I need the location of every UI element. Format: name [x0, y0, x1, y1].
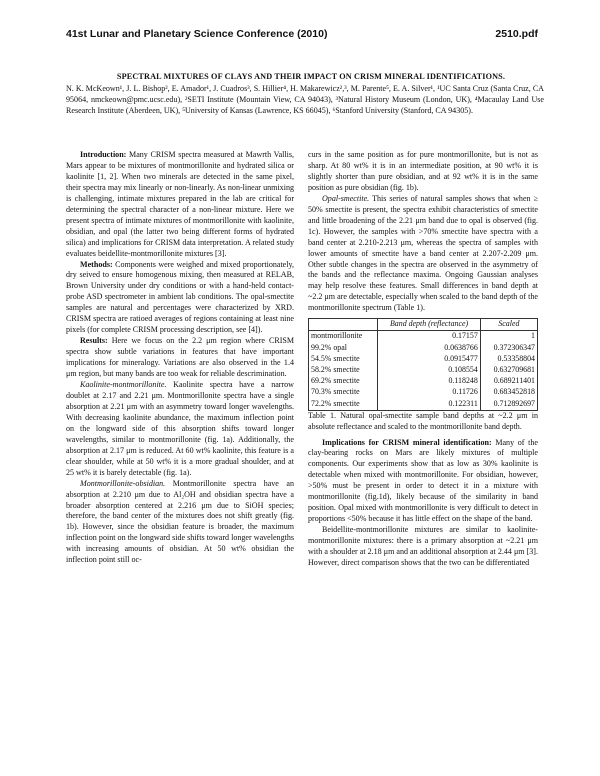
kaolinite-text: Kaolinite spectra have a narrow doublet at 2.17 and 2.21 μm. Montmorillonite spectra have a single absorption at 2.21 μm with an asymmetry toward longer wavelengths. With decreasing kaolinite abundance, the maximum inflection point on the longward side of this absorption shifts toward longer wavelengths, similar to montmorillonite (fig. 1a). Additionally, the absorption at 2.17 μm is reduced. At 60 wt% kaolinite, this feature is a clear shoulder, while at 50 wt% it is a more gradual shoulder, and at 25 wt% it is barely detectable (fig. 1a).	[66, 380, 294, 477]
table-row	[309, 387, 538, 398]
kaolinite-paragraph	[66, 380, 294, 479]
beidellite-paragraph: Beidellite-montmorillonite mixtures are similar to kaolinite-montmorillonite mixtures: there is a primary absorption at ~2.21 μm with a shoulder at 2.18 μm and an additional absorption at 2.44 μm [3]. However, direct comparison shows that the two can be differentiated	[308, 525, 538, 567]
table-caption: Table 1. Natural opal-smectite sample band depths at ~2.2 μm in absolute reflectance and scaled to the montmorillonite band depth.	[308, 410, 538, 431]
table-cell-scaled: 0.53358804	[480, 354, 537, 365]
page-header	[66, 28, 538, 42]
table-row	[309, 331, 538, 343]
table-row	[309, 354, 538, 365]
author-list: N. K. McKeown¹, J. L. Bishop², E. Amador¹, J. Cuadros³, S. Hillier⁴, H. Makarewicz²,³, M. Parente⁵, E. A. Silver¹, ¹UC Santa Cruz (Santa Cruz, CA 95064, nmckeown@pmc.ucsc.edu), ²SETI Institute (Mountain View, CA 94043), ³Natural History Museum (London, UK), ⁴Macaulay Land Use Research Institute (Aberdeen, UK), ⁵University of Kansas (Lawrence, KS 66045), ⁶Stanford University (Stanford, CA 94305).	[66, 84, 544, 115]
paper-title: SPECTRAL MIXTURES OF CLAYS AND THEIR IMPACT ON CRISM MINERAL IDENTIFICATIONS.	[116, 72, 506, 81]
implications-paragraph	[308, 438, 538, 526]
table-row	[309, 376, 538, 387]
table-header-cell: Band depth (reflectance)	[378, 319, 480, 331]
kaolinite-heading: Kaolinite-montmorillonite.	[80, 380, 167, 390]
table-cell-band-depth: 0.0915477	[378, 354, 480, 365]
conference-name: 41st Lunar and Planetary Science Conference (2010)	[66, 28, 328, 40]
opal-text: This series of natural samples shows that when ≥ 50% smectite is present, the spectra exhibit characteristics of smectite and little broadening of the 2.21 μm band due to opal is observed (fig. 1c). However, the samples with >70% smectite have spectra with a band center at 2.210-2.213 μm, whereas the spectra of samples with lower amounts of smectite have a band center at 2.207-2.209 μm. Other subtle changes in the spectra are observed in the asymmetry of the bands and the reflectance maxima. Ongoing Gaussian analyses may help resolve these features. Small differences in band depth at ~2.2 μm are detectable, especially when scaled to the band depth of the montmorillonite spectrum (Table 1).	[308, 193, 538, 313]
table-cell-sample: 54.5% smectite	[309, 354, 378, 365]
table-cell-sample: 69.2% smectite	[309, 376, 378, 387]
intro-paragraph	[66, 150, 294, 260]
table-header-row	[309, 319, 538, 331]
band-depth-table	[308, 318, 538, 410]
table-cell-band-depth: 0.108554	[378, 365, 480, 376]
table-cell-sample: 70.3% smectite	[309, 387, 378, 398]
table-cell-band-depth: 0.118248	[378, 376, 480, 387]
table-cell-sample: 99.2% opal	[309, 342, 378, 353]
table-cell-band-depth: 0.17157	[378, 331, 480, 343]
table-cell-scaled: 0.712892697	[480, 398, 537, 410]
methods-heading: Methods:	[80, 259, 113, 269]
implications-text: Many of the clay-bearing rocks on Mars are likely mixtures of multiple components. Our experiments show that as low as 30% kaolinite is detectable when mixed with montmorillonite. For obsidian, however, >50% must be present in order to detect it in a mixture with montmorillonite (fig.1d), likely because of the similarity in band position. Opal mixed with montmorillonite is very difficult to detect in proportions <50% because it has little effect on the shape of the band.	[308, 437, 538, 524]
table-cell-scaled: 0.689211401	[480, 376, 537, 387]
obsidian-continued: curs in the same position as for pure montmorillonite, but is not as sharp. At 80 wt% it is in an intermediate position, at 90 wt% it is slightly shorter than pure obsidian, and at 92 wt% it is in the same position as pure obsidian (fig. 1b).	[308, 150, 538, 192]
table-header-cell	[309, 319, 378, 331]
table-cell-band-depth: 0.122311	[378, 398, 480, 410]
opal-paragraph	[308, 194, 538, 314]
table-header-cell: Scaled	[480, 319, 537, 331]
opal-heading: Opal-smectite.	[322, 193, 370, 203]
obsidian-paragraph	[66, 479, 294, 567]
table-cell-scaled: 0.683452818	[480, 387, 537, 398]
table-cell-sample: 72.2% smectite	[309, 398, 378, 410]
left-column	[66, 150, 294, 566]
table-row	[309, 398, 538, 410]
table-cell-band-depth: 0.11726	[378, 387, 480, 398]
obsidian-heading: Montmorillonite-obsidian.	[80, 478, 166, 488]
page-id: 2510.pdf	[495, 28, 538, 40]
intro-text: Many CRISM spectra measured at Mawrth Vallis, Mars appear to be mixtures of montmorillonite and hydrated silica or kaolinite [1, 2]. When two minerals are detected in the same pixel, their spectra may mix linearly or non-linearly. As non-linear unmixing is challenging, intimate mixtures prepared in the lab are critical for determining the spectral character of a non-linear mixture. Here we present spectra of intimate mixtures of montmorillonite with kaolinite, obsidian, and opal (the latter two being different forms of hydrated silica) and implications for CRISM data interpretation. A related study evaluates beidellite-montmorillonite mixtures [3].	[66, 150, 294, 258]
table-cell-band-depth: 0.0638766	[378, 342, 480, 353]
results-text: Here we focus on the 2.2 μm region where CRISM spectra show subtle variations in features that have important implications for mineralogy. Variations are also observed in the 1.4 μm region, but many bands are too weak for reliable descrimination.	[66, 336, 294, 379]
table-cell-scaled: 0.632709681	[480, 365, 537, 376]
table-cell-scaled: 1	[480, 331, 537, 343]
methods-text: Components were weighed and mixed proportionately, dry seived to ensure homogenous mixing, then measured at RELAB, Brown University under dry conditions or with a hand-held contact-probe ASD spectrometer in ambient lab conditions. The opal-smectite samples are natural and percentages were characterized by XRD. CRISM spectra are ratioed averages of regions containing at least nine pixels (for complete CRISM processing description, see [4]).	[66, 259, 295, 335]
right-column	[308, 150, 538, 569]
methods-paragraph	[66, 260, 294, 337]
intro-heading: Introduction:	[80, 150, 127, 159]
table-cell-sample: montmorillonite	[309, 331, 378, 343]
results-paragraph	[66, 336, 294, 380]
table-cell-scaled: 0.372306347	[480, 342, 537, 353]
table-cell-sample: 58.2% smectite	[309, 365, 378, 376]
implications-heading: Implications for CRISM mineral identification:	[322, 437, 492, 447]
table-row	[309, 342, 538, 353]
table-row	[309, 365, 538, 376]
obsidian-text: Montmorillonite spectra have an absorption at 2.210 μm due to Al₂OH and obsidian spectra have a broader absorption centered at 2.216 μm due to SiOH species; therefore, the band center of the mixtures does not shift greatly (fig. 1b). However, since the obsidian feature is broader, the maximum inflection point on the longward side shifts toward longer wavelengths with increasing amounts of obsidian. At 50 wt% obsidian the inflection point still oc-	[66, 478, 294, 565]
results-heading: Results:	[80, 336, 108, 346]
